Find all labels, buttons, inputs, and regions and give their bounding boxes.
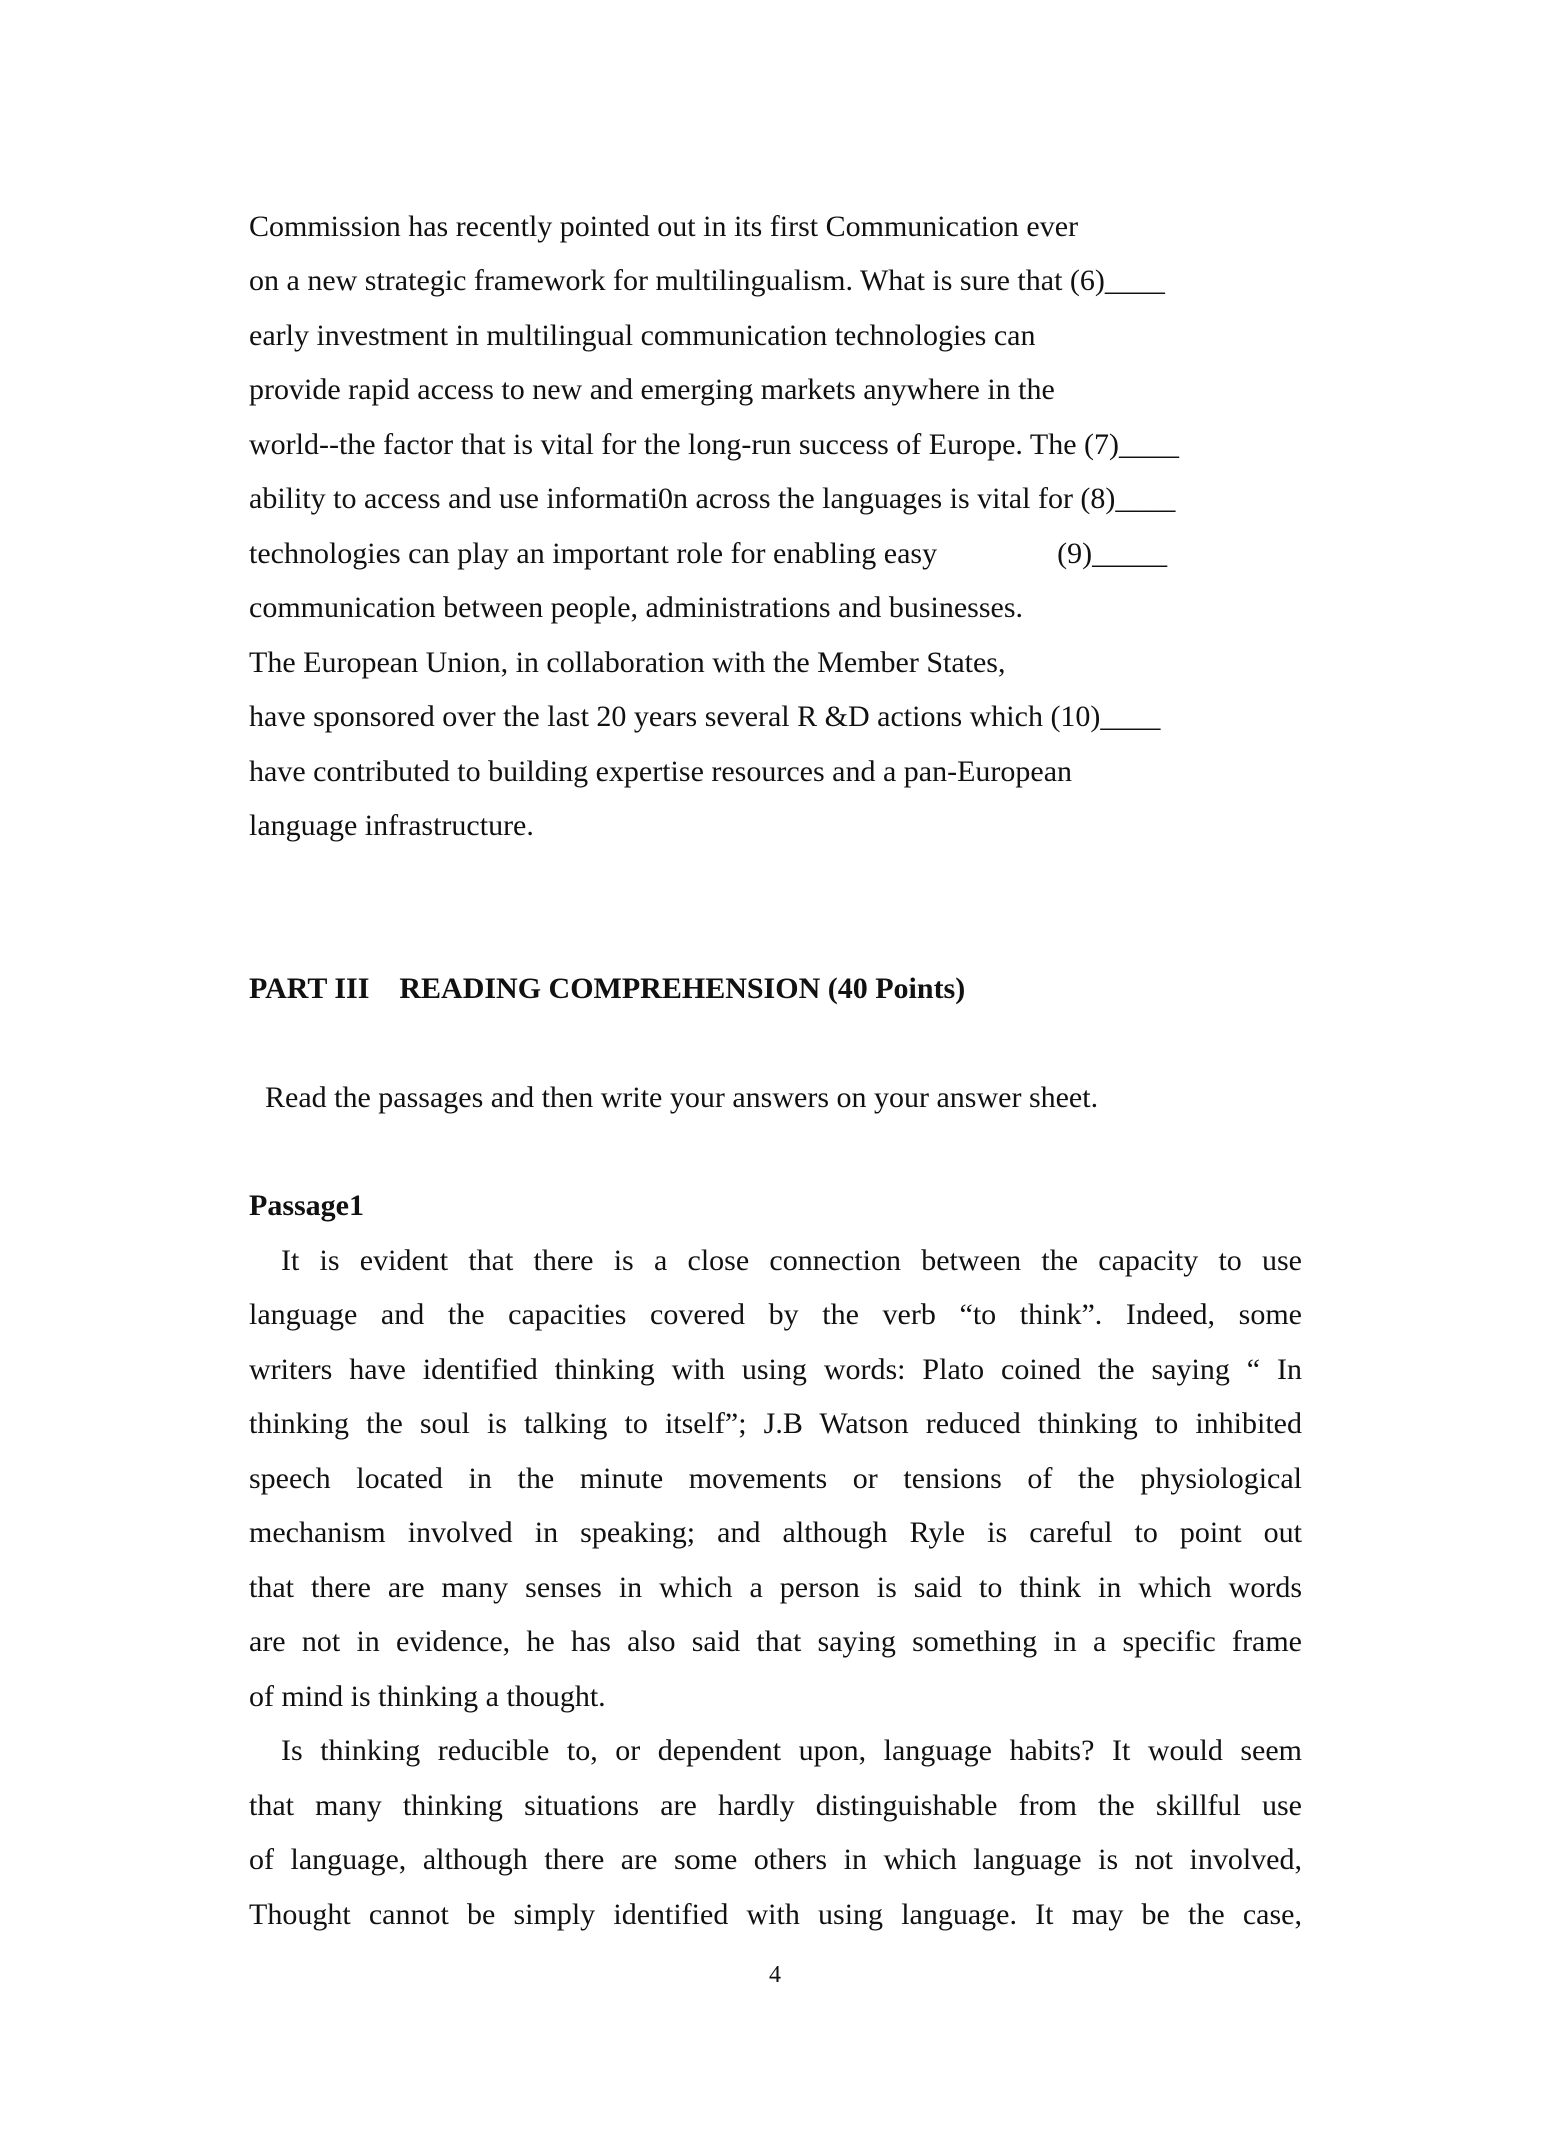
paragraph-line: thinking the soul is talking to itself”; J.B Watson reduced thinking to inhibited bbox=[249, 1407, 1302, 1440]
cloze-line: communication between people, administrations and businesses. bbox=[249, 591, 1023, 624]
cloze-line: technologies can play an important role for enabling easy (9)_____ bbox=[249, 537, 1168, 570]
cloze-line: The European Union, in collaboration with the Member States, bbox=[249, 646, 1006, 679]
cloze-line: provide rapid access to new and emerging markets anywhere in the bbox=[249, 373, 1055, 406]
cloze-line: Commission has recently pointed out in its first Communication ever bbox=[249, 210, 1079, 243]
paragraph-line: of language, although there are some others in which language is not involved, bbox=[249, 1843, 1302, 1876]
cloze-line: have sponsored over the last 20 years several R &D actions which (10)____ bbox=[249, 700, 1161, 733]
cloze-line: language infrastructure. bbox=[249, 809, 534, 842]
paragraph-line: that there are many senses in which a person is said to think in which words bbox=[249, 1571, 1302, 1604]
instruction-text: Read the passages and then write your answers on your answer sheet. bbox=[265, 1081, 1099, 1114]
paragraph-line: mechanism involved in speaking; and although Ryle is careful to point out bbox=[249, 1516, 1302, 1549]
paragraph-line: are not in evidence, he has also said that saying something in a specific frame bbox=[249, 1625, 1302, 1658]
paragraph-line: It is evident that there is a close connection between the capacity to use bbox=[281, 1244, 1302, 1277]
paragraph-line: Is thinking reducible to, or dependent upon, language habits? It would seem bbox=[281, 1734, 1302, 1767]
cloze-line: have contributed to building expertise resources and a pan-European bbox=[249, 755, 1073, 788]
paragraph-line: language and the capacities covered by the verb “to think”. Indeed, some bbox=[249, 1298, 1302, 1331]
page-number: 4 bbox=[769, 1962, 781, 1988]
passage-title: Passage1 bbox=[249, 1189, 364, 1222]
cloze-line: ability to access and use informati0n across the languages is vital for (8)____ bbox=[249, 482, 1176, 515]
paragraph-line: of mind is thinking a thought. bbox=[249, 1680, 606, 1713]
paragraph-line: speech located in the minute movements or tensions of the physiological bbox=[249, 1462, 1302, 1495]
cloze-line: world--the factor that is vital for the long-run success of Europe. The (7)____ bbox=[249, 428, 1179, 461]
paragraph-line: that many thinking situations are hardly distinguishable from the skillful use bbox=[249, 1789, 1302, 1822]
cloze-line: on a new strategic framework for multilingualism. What is sure that (6)____ bbox=[249, 264, 1165, 297]
cloze-line: early investment in multilingual communication technologies can bbox=[249, 319, 1036, 352]
paragraph-line: Thought cannot be simply identified with using language. It may be the case, bbox=[249, 1898, 1302, 1931]
section-heading: PART III READING COMPREHENSION (40 Points) bbox=[249, 972, 966, 1005]
paragraph-line: writers have identified thinking with using words: Plato coined the saying “ In bbox=[249, 1353, 1302, 1386]
